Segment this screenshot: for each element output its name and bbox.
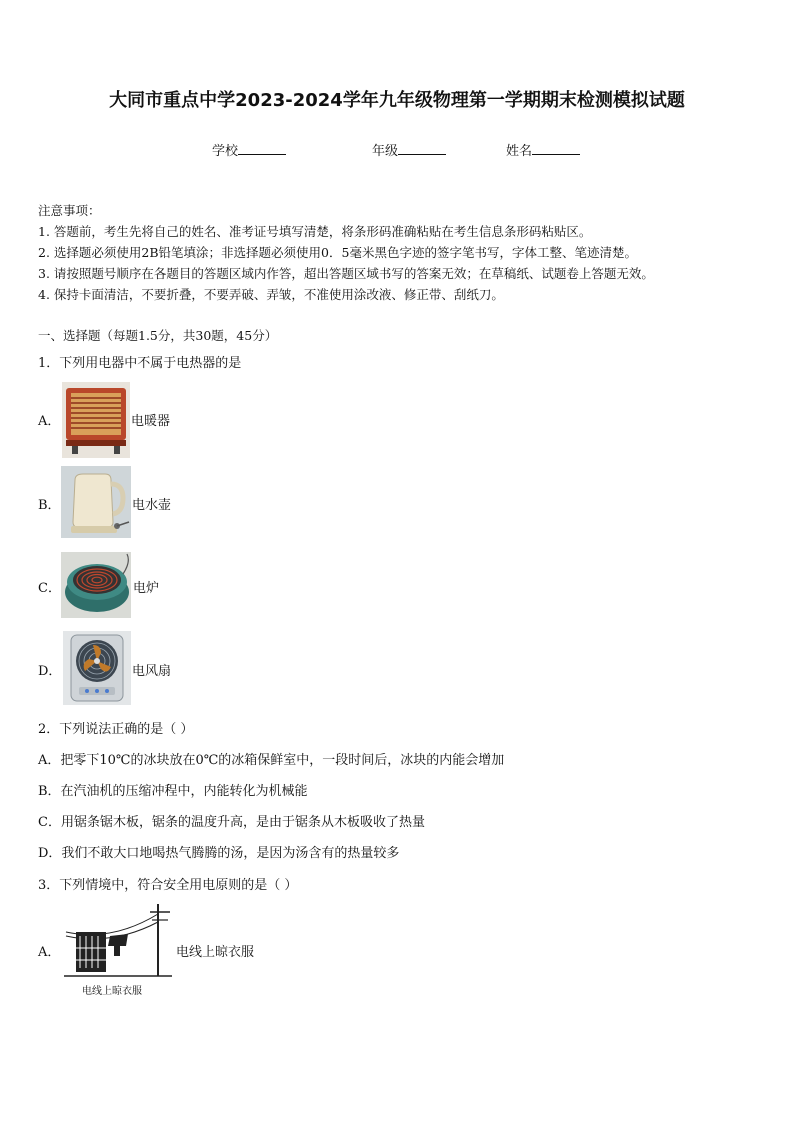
q2-option-b: B．在汽油机的压缩冲程中，内能转化为机械能 [38,784,308,799]
electric-stove-image [61,552,131,618]
question-2-stem: 2．下列说法正确的是（ ） [38,722,194,737]
space-heater-image [62,382,130,458]
q1-option-c-letter: C． [38,581,61,596]
page-title: 大同市重点中学2023-2024学年九年级物理第一学期期末检测模拟试题 [109,90,685,111]
q1-option-c-text: 电炉 [133,581,160,596]
q3-option-a-letter: A． [38,945,61,960]
question-3-stem: 3．下列情境中，符合安全用电原则的是（ ） [38,878,298,893]
notice-item-2: 2. 选择题必须使用2B铅笔填涂；非选择题必须使用0．5毫米黑色字迹的签字笔书写，字体工整、笔迹清楚。 [38,245,637,260]
name-blank [532,142,580,155]
section-heading: 一、选择题（每题1.5分，共30题，45分） [38,328,278,343]
school-label: 学校 [212,144,239,159]
clothes-on-wire-image [62,902,174,998]
q3-option-a-text: 电线上晾衣服 [176,945,255,960]
q3-image-caption: 电线上晾衣服 [82,986,142,997]
grade-label: 年级 [372,144,399,159]
q1-option-d-text: 电风扇 [132,664,172,679]
school-field [212,140,286,159]
grade-field [372,140,446,159]
q1-option-b-letter: B． [38,498,61,513]
question-1-stem: 1．下列用电器中不属于电热器的是 [38,356,242,371]
q2-option-d: D．我们不敢大口地喝热气腾腾的汤，是因为汤含有的热量较多 [38,846,400,861]
electric-kettle-image [61,466,131,538]
notice-item-4: 4. 保持卡面清洁，不要折叠，不要弄破、弄皱，不准使用涂改液、修正带、刮纸刀。 [38,287,504,302]
name-label: 姓名 [506,144,533,159]
school-blank [238,142,286,155]
grade-blank [398,142,446,155]
q1-option-a-text: 电暖器 [131,414,171,429]
name-field [506,140,580,159]
q2-option-c: C．用锯条锯木板，锯条的温度升高，是由于锯条从木板吸收了热量 [38,815,425,830]
q1-option-a-letter: A． [38,414,61,429]
q1-option-d-letter: D． [38,664,62,679]
q2-option-a: A．把零下10℃的冰块放在0℃的冰箱保鲜室中，一段时间后，冰块的内能会增加 [38,753,505,768]
notice-heading: 注意事项： [38,203,101,218]
notice-item-1: 1. 答题前，考生先将自己的姓名、准考证号填写清楚，将条形码准确粘贴在考生信息条形码粘贴区。 [38,224,592,239]
q1-option-b-text: 电水壶 [132,498,172,513]
electric-fan-image [63,631,131,705]
notice-item-3: 3. 请按照题号顺序在各题目的答题区域内作答，超出答题区域书写的答案无效；在草稿纸、试题卷上答题无效。 [38,266,654,281]
